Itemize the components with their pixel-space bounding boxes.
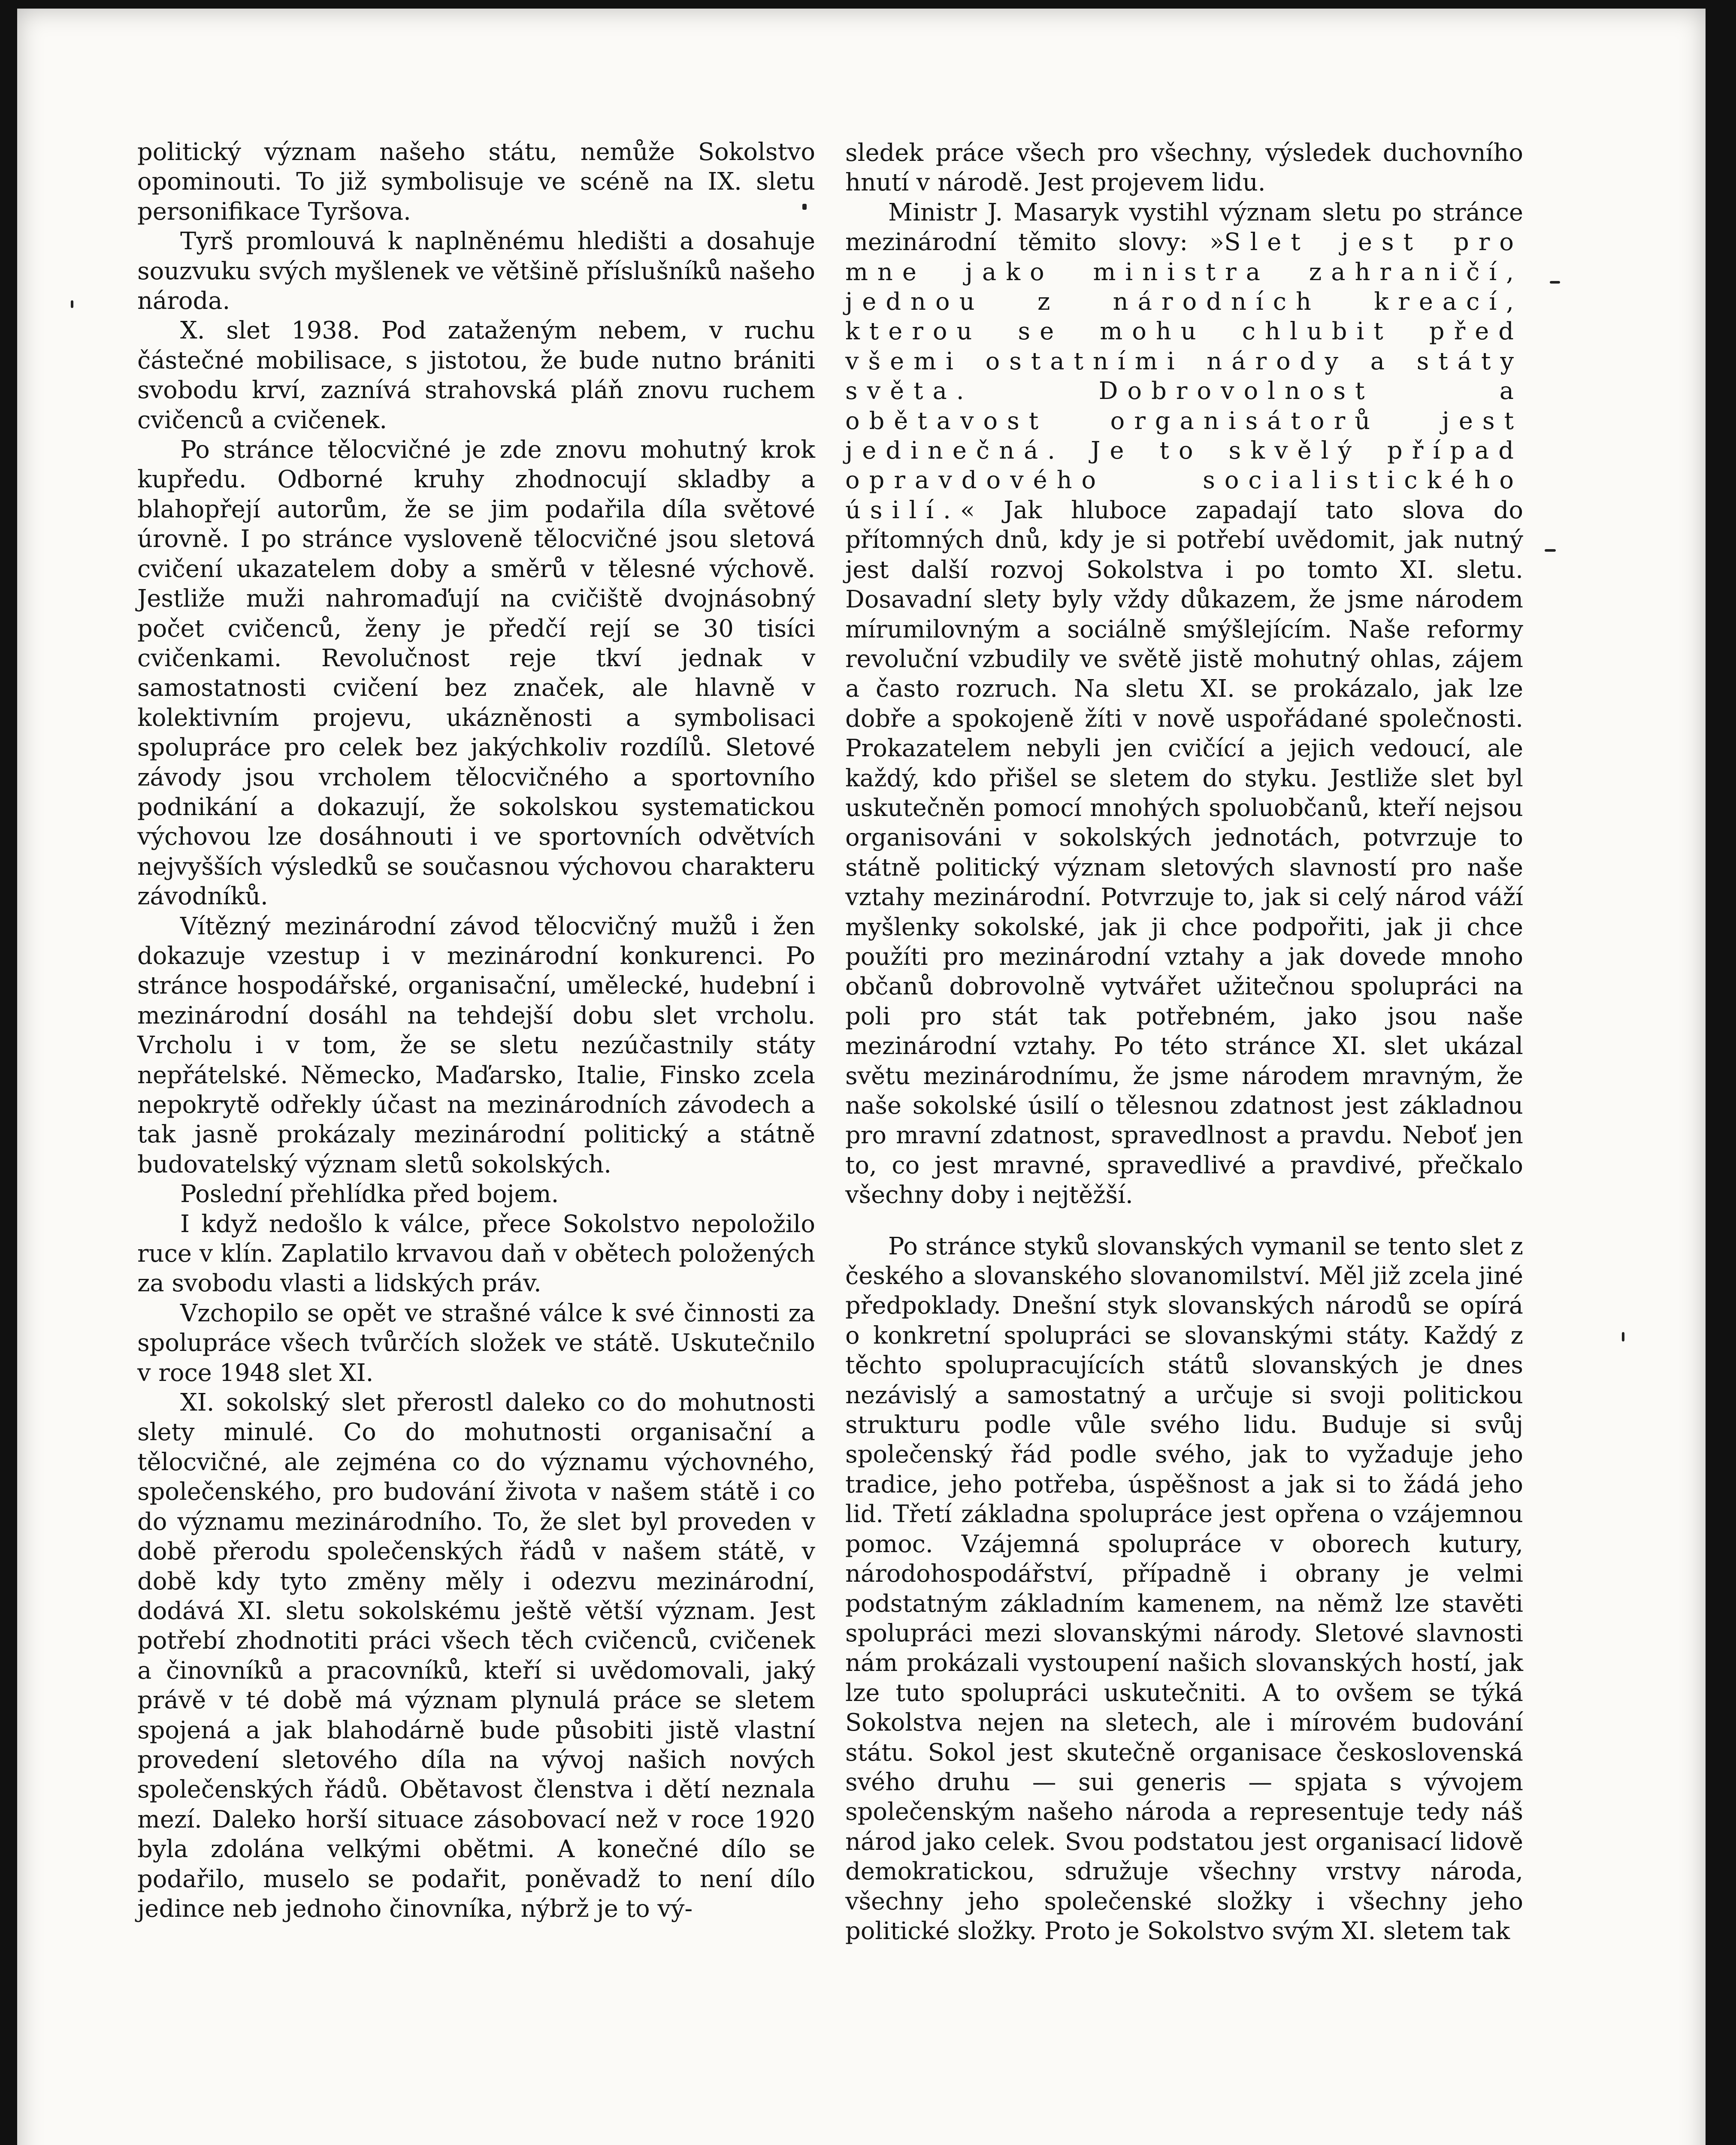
margin-dash-mark [1550, 281, 1560, 284]
left-paragraph: Poslední přehlídka před bojem. [180, 1180, 559, 1208]
left-paragraph: Tyrš promlouvá k naplněnému hledišti a dosahuje souzvuku svých myšlenek ve většině příslušníků našeho národa. [137, 227, 815, 315]
spaced-quote: Slet jest pro mne jako ministra zahraničí, jednou z národních kreací, kterou se mohu chlubit před všemi ostatními národy a státy světa. Dobrovolnost a obětavost organisátorů jest jedinečná. Je to skvělý případ opravdového socialistického úsilí. [845, 228, 1523, 524]
right-paragraph: Po stránce styků slovanských vymanil se tento slet z českého a slovanského slovanomilství. Měl již zcela jiné předpoklady. Dnešní styk slovanských národů se opírá o konkretní spolupráci se slovanskými státy. Každý z těchto spolupracujících států slovanských je dnes nezávislý a samostatný a určuje si svoji politickou strukturu podle vůle svého lidu. Buduje si svůj společenský řád podle svého, jak to vyžaduje jeho tradice, jeho potřeba, úspěšnost a jak si to žádá jeho lid. Třetí základna spolupráce jest opřena o vzájemnou pomoc. Vzájemná spolupráce v oborech kutury, národohospodářství, případně i obrany je velmi podstatným základním kamenem, na němž lze stavěti spolupráci mezi slovanskými národy. Sletové slavnosti nám prokázali vystoupení našich slovanských hostí, jak lze tuto spolupráci uskutečniti. A to ovšem se týká Sokolstva nejen na sletech, ale i mírovém budování státu. Sokol jest skutečně organisace československá svého druhu — sui generis — spjata s vývojem společenským našeho národa a representuje tedy náš národ jako celek. Svou podstatou jest organisací lidově demokratickou, sdružuje všechny vrstvy národa, všechny jeho společenské složky i všechny jeho politické složky. Proto je Sokolstvo svým XI. sletem tak [845, 1232, 1523, 1945]
left-paragraph: X. slet 1938. Pod zataženým nebem, v ruchu částečné mobilisace, s jistotou, že bude nutno brániti svobodu krví, zaznívá strahovská pláň znovu ruchem cvičenců a cvičenek. [137, 317, 815, 434]
margin-dot-mark [802, 204, 807, 210]
left-paragraph: I když nedošlo k válce, přece Sokolstvo nepoložilo ruce v klín. Zaplatilo krvavou daň v obětech položených za svobodu vlasti a lidských práv. [137, 1210, 815, 1298]
left-paragraph: Po stránce tělocvičné je zde znovu mohutný krok kupředu. Odborné kruhy zhodnocují skladby a blahopřejí autorům, že se jim podařila díla světové úrovně. I po stránce vysloveně tělocvičné jsou sletová cvičení ukazatelem doby a směrů v tělesné výchově. Jestliže muži nahromaďují na cvičiště dvojnásobný počet cvičenců, ženy je předčí rejí se 30 tisíci cvičenkami. Revolučnost reje tkví jednak v samostatnosti cvičení bez značek, ale hlavně v kolektivním projevu, ukázněnosti a symbolisaci spolupráce pro celek bez jakýchkoliv rozdílů. Sletové závody jsou vrcholem tělocvičného a sportovního podnikání a dokazují, že sokolskou systematickou výchovou lze dosáhnouti i ve sportovních odvětvích nejvyšších výsledků se současnou výchovou charakteru závodníků. [137, 436, 815, 911]
left-paragraph: Vítězný mezinárodní závod tělocvičný mužů i žen dokazuje vzestup i v mezinárodní konkurenci. Po stránce hospodářské, organisační, umělecké, hudební i mezinárodní dosáhl na tehdejší dobu slet vrcholu. Vrcholu i v tom, že se sletu nezúčastnily státy nepřátelské. Německo, Maďarsko, Italie, Finsko zcela nepokrytě odřekly účast na mezinárodních závodech a tak jasně prokázaly mezinárodní politický a státně budovatelský význam sletů sokolských. [137, 912, 815, 1178]
margin-dash-mark [1545, 549, 1556, 552]
quote-continuation: « Jak hluboce zapadají tato slova do přítomných dnů, kdy je si potřebí uvědomit, jak nutný jest další rozvoj Sokolstva i po tomto XI. sletu. Dosavadní slety byly vždy důkazem, že jsme národem mírumilovným a sociálně smýšlejícím. Naše reformy revoluční vzbudily ve světě jistě mohutný ohlas, zájem a často rozruch. Na sletu XI. se prokázalo, jak lze dobře a spokojeně žíti v nově uspořádané společnosti. Prokazatelem nebyli jen cvičící a jejich vedoucí, ale každý, kdo přišel se sletem do styku. Jestliže slet byl uskutečněn pomocí mnohých spoluobčanů, kteří nejsou organisováni v sokolských jednotách, potvrzuje to státně politický význam sletových slavností pro naše vztahy mezinárodní. Potvrzuje to, jak si celý národ váží myšlenky sokolské, jak ji chce podpořiti, jak ji chce použíti pro mezinárodní vztahy a jak dovede mnoho občanů dobrovolně vytvářet užitečnou spolupráci na poli pro stát tak potřebném, jako jsou naše mezinárodní vztahy. Po této stránce XI. slet ukázal světu mezinárodnímu, že jsme národem mravným, že naše sokolské úsilí o tělesnou zdatnost jest základnou pro mravní zdatnost, spravedlnost a pravdu. Neboť jen to, co jest mravné, spravedlivé a pravdivé, přečkalo všechny doby i nejtěžší. [845, 496, 1523, 1209]
page-sheet [17, 9, 1706, 2145]
right-paragraph-quote [845, 198, 1523, 1210]
quote-intro: Ministr J. Masaryk vystihl význam sletu po stránce mezinárodní těmito slovy: » [845, 198, 1523, 257]
left-column [137, 137, 815, 1924]
right-column [845, 138, 1523, 1946]
left-paragraph: politický význam našeho státu, nemůže Sokolstvo opominouti. To již symbolisuje ve scéně na IX. sletu personifikace Tyršova. [137, 138, 815, 226]
left-paragraph: Vzchopilo se opět ve strašné válce k své činnosti za spolupráce všech tvůrčích složek ve státě. Uskutečnilo v roce 1948 slet XI. [137, 1299, 815, 1387]
margin-tick-mark [1622, 1332, 1624, 1341]
right-paragraph: sledek práce všech pro všechny, výsledek duchovního hnutí v národě. Jest projevem lidu. [845, 139, 1523, 197]
left-paragraph: XI. sokolský slet přerostl daleko co do mohutnosti slety minulé. Co do mohutnosti organisační a tělocvičné, ale zejména co do významu výchovného, společenského, pro budování života v našem státě i co do významu mezinárodního. To, že slet byl proveden v době přerodu společenských řádů v našem státě, v době kdy tyto změny měly i odezvu mezinárodní, dodává XI. sletu sokolskému ještě větší význam. Jest potřebí zhodnotiti práci všech těch cvičenců, cvičenek a činovníků a pracovníků, kteří si uvědomovali, jaký právě v té době má význam plynulá práce se sletem spojená a jak blahodárně bude působiti jistě vlastní provedení sletového díla na vývoj našich nových společenských řádů. Obětavost členstva i dětí neznala mezí. Daleko horší situace zásobovací než v roce 1920 byla zdolána velkými obětmi. A konečné dílo se podařilo, muselo se podařit, poněvadž to není dílo jedince neb jednoho činovníka, nýbrž je to vý- [137, 1389, 815, 1923]
margin-tick-mark [71, 300, 73, 308]
